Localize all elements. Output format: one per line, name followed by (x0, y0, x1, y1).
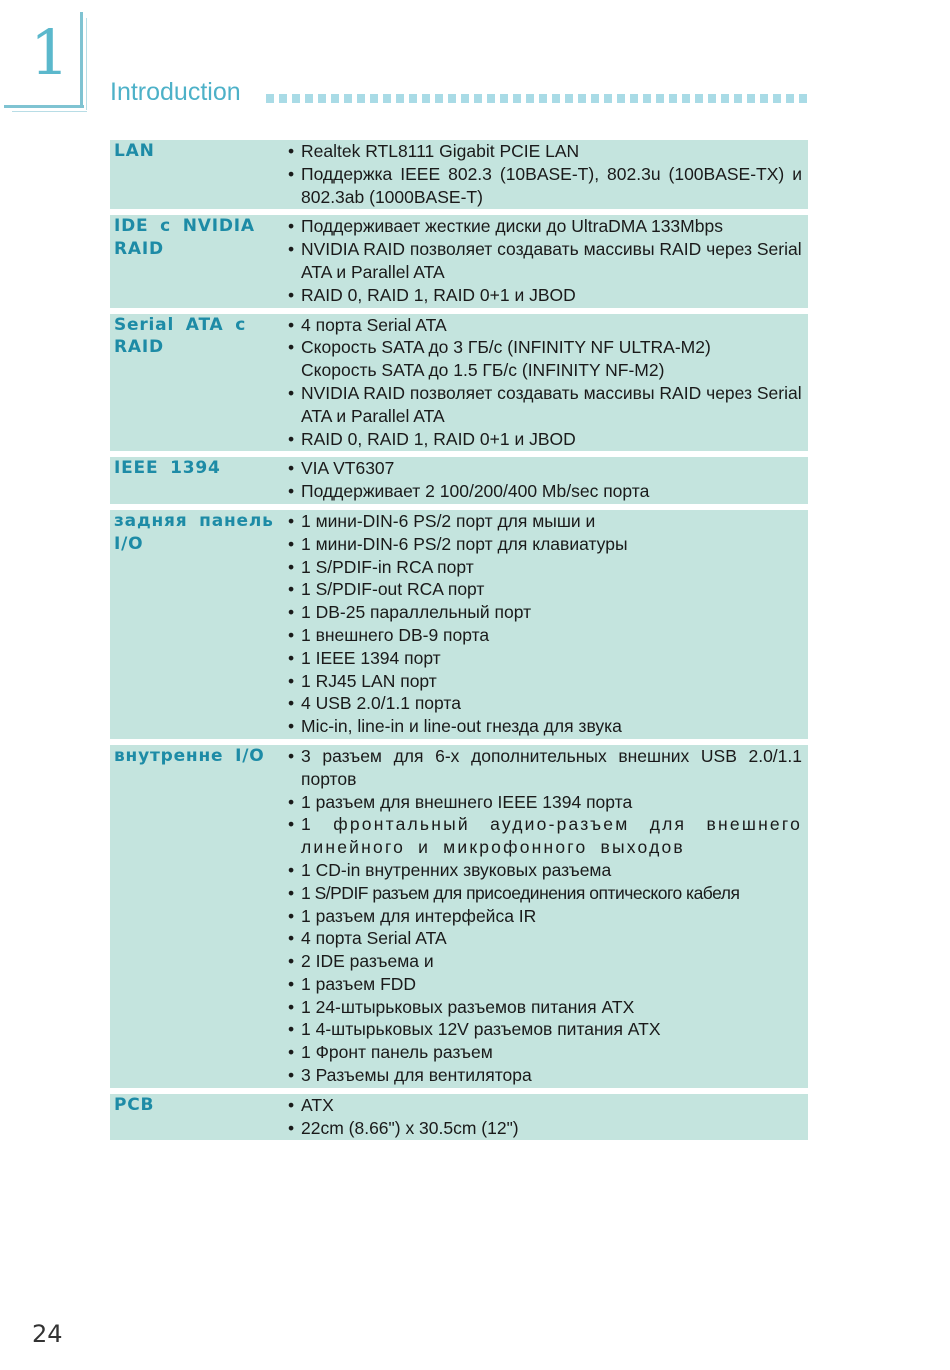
spec-row-pcb (110, 1094, 808, 1141)
section-title: Introduction (110, 78, 241, 106)
spec-item: • 2 IDE разъема и (288, 950, 808, 973)
spec-item: • 3 разъем для 6-х дополнительных внешних USB 2.0/1.1 портов (288, 745, 808, 791)
spec-label: LAN (114, 141, 155, 161)
spec-label: IDE с NVIDIA RAID (114, 216, 255, 260)
spec-label: IEEE 1394 (114, 458, 221, 479)
spec-item: • 1 S/PDIF-out RCA порт (288, 578, 808, 601)
spec-item: • 1 CD-in внутренних звуковых разъема (288, 859, 808, 882)
spec-row-internal-io (110, 745, 816, 1088)
spec-item: • 1 мини-DIN-6 PS/2 порт для клавиатуры (288, 533, 808, 556)
spec-item: • 1 S/PDIF-in RCA порт (288, 556, 808, 579)
page-number: 24 (32, 1320, 63, 1348)
spec-item: • ATX (288, 1094, 808, 1117)
spec-items (288, 314, 808, 451)
spec-item: • Скорость SATA до 3 ГБ/с (INFINITY NF ULTRA-M2) Скорость SATA до 1.5 ГБ/с (INFINITY NF-M2) (288, 336, 808, 382)
chapter-number: 1 (30, 16, 70, 89)
spec-item: • 1 4-штырьковых 12V разъемов питания ATX (288, 1018, 808, 1041)
spec-row-rear-io (110, 510, 808, 739)
spec-item: • 1 Фронт панель разъем (288, 1041, 808, 1064)
spec-item: • 1 фронтальный аудио-разъем для внешнего линейного и микрофонного выходов (288, 813, 808, 859)
spec-item: • NVIDIA RAID позволяет создавать массивы RAID через Serial ATA и Parallel ATA (288, 382, 808, 428)
spec-item: • 1 RJ45 LAN порт (288, 670, 808, 693)
spec-label: задняя панель I/O (114, 510, 274, 554)
spec-item: • Поддерживает жесткие диски до UltraDMA 133Mbps (288, 215, 808, 238)
spec-row-lan (110, 140, 808, 209)
spec-label: Serial ATA с RAID (114, 314, 247, 358)
spec-item: • RAID 0, RAID 1, RAID 0+1 и JBOD (288, 428, 808, 451)
spec-item: • 4 порта Serial ATA (288, 927, 808, 950)
spec-table (110, 140, 816, 1146)
spec-item: • 1 S/PDIF разъем для присоединения оптического кабеля (288, 882, 808, 905)
spec-item: • 1 IEEE 1394 порт (288, 647, 808, 670)
spec-item: • VIA VT6307 (288, 457, 808, 480)
spec-item: • Realtek RTL8111 Gigabit PCIE LAN (288, 140, 808, 163)
spec-row-ieee1394 (110, 457, 808, 504)
spec-item: • 4 порта Serial ATA (288, 314, 808, 337)
spec-item: • 1 DB-25 параллельный порт (288, 601, 808, 624)
spec-items (288, 457, 808, 503)
spec-item: • 1 внешнего DB-9 порта (288, 624, 808, 647)
spec-label: внутренне I/O (114, 745, 265, 766)
spec-item: • 22cm (8.66") x 30.5cm (12") (288, 1117, 808, 1140)
spec-item: • 1 разъем для интерфейса IR (288, 905, 808, 928)
spec-items (288, 215, 808, 306)
spec-label: PCB (114, 1094, 155, 1115)
title-dotted-rule (266, 94, 808, 103)
chapter-divider (86, 18, 87, 110)
chapter-divider (12, 111, 87, 112)
spec-item: • Поддержка IEEE 802.3 (10BASE-T), 802.3u (100BASE-TX) и 802.3ab (1000BASE-T) (288, 163, 808, 209)
spec-item: • 1 мини-DIN-6 PS/2 порт для мыши и (288, 510, 808, 533)
spec-items (288, 1094, 808, 1140)
spec-item: • 1 разъем FDD (288, 973, 808, 996)
spec-item: • 1 разъем для внешнего IEEE 1394 порта (288, 791, 808, 814)
spec-items (288, 745, 816, 1087)
spec-item: • NVIDIA RAID позволяет создавать массивы RAID через Serial ATA и Parallel ATA (288, 238, 808, 284)
spec-items (288, 140, 808, 208)
spec-item: • 1 24-штырьковых разъемов питания ATX (288, 996, 808, 1019)
spec-items (288, 510, 808, 738)
chapter-divider (4, 105, 84, 108)
spec-item: • Mic-in, line-in и line-out гнезда для звука (288, 715, 808, 738)
spec-item: • RAID 0, RAID 1, RAID 0+1 и JBOD (288, 284, 808, 307)
spec-item: • 3 Разъемы для вентилятора (288, 1064, 808, 1087)
spec-row-serial-ata (110, 314, 808, 452)
spec-item: • Поддерживает 2 100/200/400 Mb/sec порта (288, 480, 808, 503)
spec-row-ide-raid (110, 215, 808, 307)
spec-item: • 4 USB 2.0/1.1 порта (288, 692, 808, 715)
chapter-divider (80, 12, 83, 108)
